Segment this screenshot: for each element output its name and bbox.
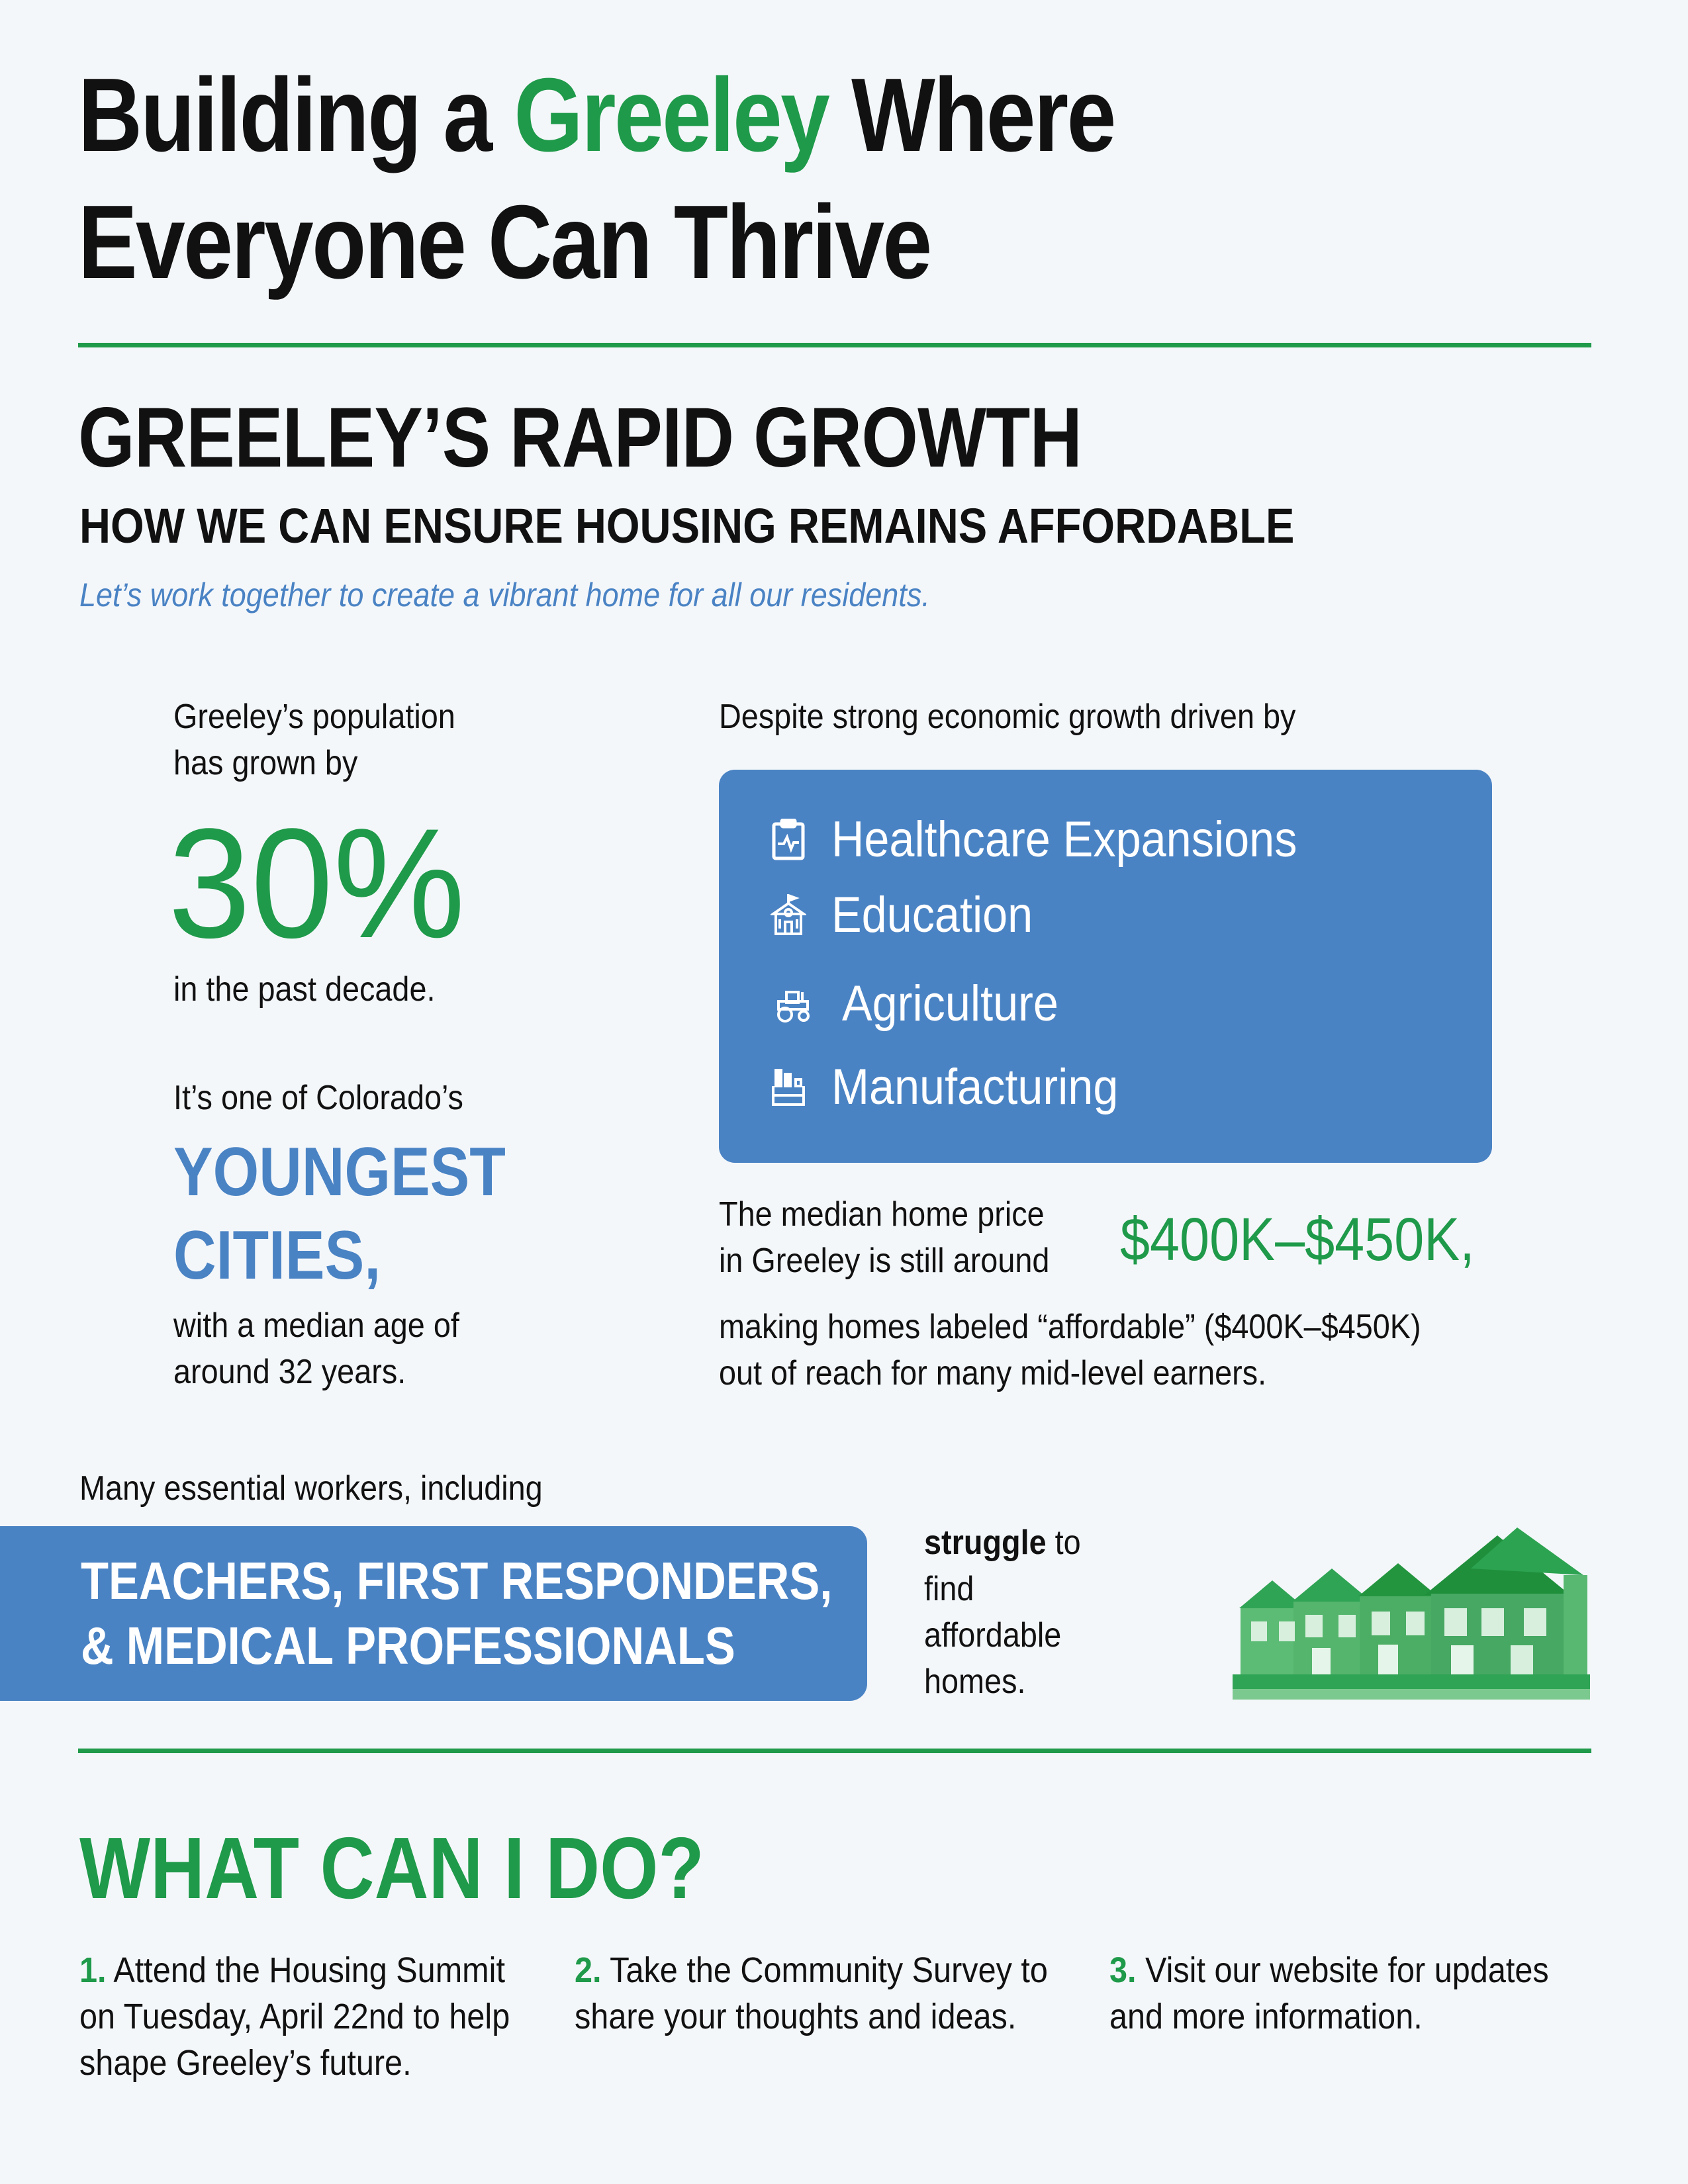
title-line2: Everyone Can Thrive	[78, 184, 931, 300]
population-intro-line2: has grown by	[173, 744, 358, 782]
population-outro: in the past decade.	[173, 970, 436, 1009]
clipboard-icon	[771, 819, 806, 861]
step-number: 3.	[1109, 1950, 1137, 1990]
youngest-headline	[173, 1130, 506, 1297]
title-highlight: Greeley	[514, 57, 829, 173]
industry-label: Healthcare Expansions	[831, 811, 1297, 868]
factory-icon	[771, 1066, 806, 1109]
industry-item-agriculture	[771, 971, 1082, 1037]
step-number: 1.	[79, 1950, 107, 1990]
industry-item-healthcare	[771, 807, 1349, 873]
workers-line2: & MEDICAL PROFESSIONALS	[81, 1616, 735, 1675]
youngest-intro: It’s one of Colorado’s	[173, 1079, 463, 1117]
page-title	[78, 52, 1372, 306]
struggle-rest2: find	[924, 1570, 974, 1608]
industry-label: Agriculture	[842, 976, 1058, 1032]
title-part2: Where	[828, 57, 1115, 173]
industry-label: Manufacturing	[831, 1059, 1119, 1115]
actions-title: WHAT CAN I DO?	[79, 1819, 704, 1917]
industry-panel	[719, 770, 1492, 1163]
economy-intro: Despite strong economic growth driven by	[719, 698, 1296, 736]
step-number: 2.	[575, 1950, 602, 1990]
workers-line1: TEACHERS, FIRST RESPONDERS,	[81, 1551, 833, 1610]
action-step-1	[79, 1947, 532, 2086]
bottom-divider	[78, 1749, 1591, 1753]
price-outro	[719, 1304, 1493, 1396]
struggle-bold: struggle	[924, 1524, 1047, 1562]
action-step-3	[1109, 1947, 1574, 2040]
step-text: Visit our website for updates and more information.	[1109, 1950, 1549, 2036]
workers-list	[81, 1549, 832, 1678]
youngest-outro-line2: around 32 years.	[173, 1353, 406, 1391]
struggle-text	[924, 1520, 1103, 1705]
houses-image	[1233, 1522, 1590, 1700]
section-title: GREELEY’S RAPID GROWTH	[78, 390, 1082, 485]
industry-item-manufacturing	[771, 1054, 1150, 1120]
top-divider	[78, 343, 1591, 347]
industry-label: Education	[831, 887, 1033, 943]
price-outro-line1: making homes labeled “affordable” ($400K–$450K)	[719, 1308, 1421, 1346]
section-subtitle: HOW WE CAN ENSURE HOUSING REMAINS AFFORDABLE	[79, 498, 1295, 553]
struggle-rest3: affordable	[924, 1616, 1062, 1655]
population-stat: 30%	[168, 796, 465, 971]
youngest-outro-line1: with a median age of	[173, 1306, 459, 1345]
industry-item-education	[771, 882, 1055, 948]
struggle-rest1: to	[1046, 1524, 1081, 1562]
tractor-icon	[771, 983, 817, 1025]
title-part1: Building a	[78, 57, 514, 173]
population-intro	[173, 694, 531, 786]
step-text: Take the Community Survey to share your thoughts and ideas.	[575, 1950, 1048, 2036]
action-step-2	[575, 1947, 1063, 2040]
struggle-rest4: homes.	[924, 1662, 1026, 1701]
school-icon	[771, 894, 806, 936]
price-intro	[719, 1191, 1088, 1284]
price-intro-line1: The median home price	[719, 1195, 1045, 1234]
price-intro-line2: in Greeley is still around	[719, 1242, 1050, 1280]
youngest-outro	[173, 1302, 459, 1395]
population-intro-line1: Greeley’s population	[173, 698, 455, 736]
youngest-line2: CITIES,	[173, 1217, 381, 1294]
workers-intro: Many essential workers, including	[79, 1469, 543, 1508]
price-outro-line2: out of reach for many mid-level earners.	[719, 1354, 1267, 1392]
step-text: Attend the Housing Summit on Tuesday, April 22nd to help shape Greeley’s future.	[79, 1950, 510, 2083]
section-tagline: Let’s work together to create a vibrant home for all our residents.	[79, 576, 930, 614]
price-stat: $400K–$450K,	[1120, 1206, 1475, 1273]
youngest-line1: YOUNGEST	[173, 1134, 506, 1210]
